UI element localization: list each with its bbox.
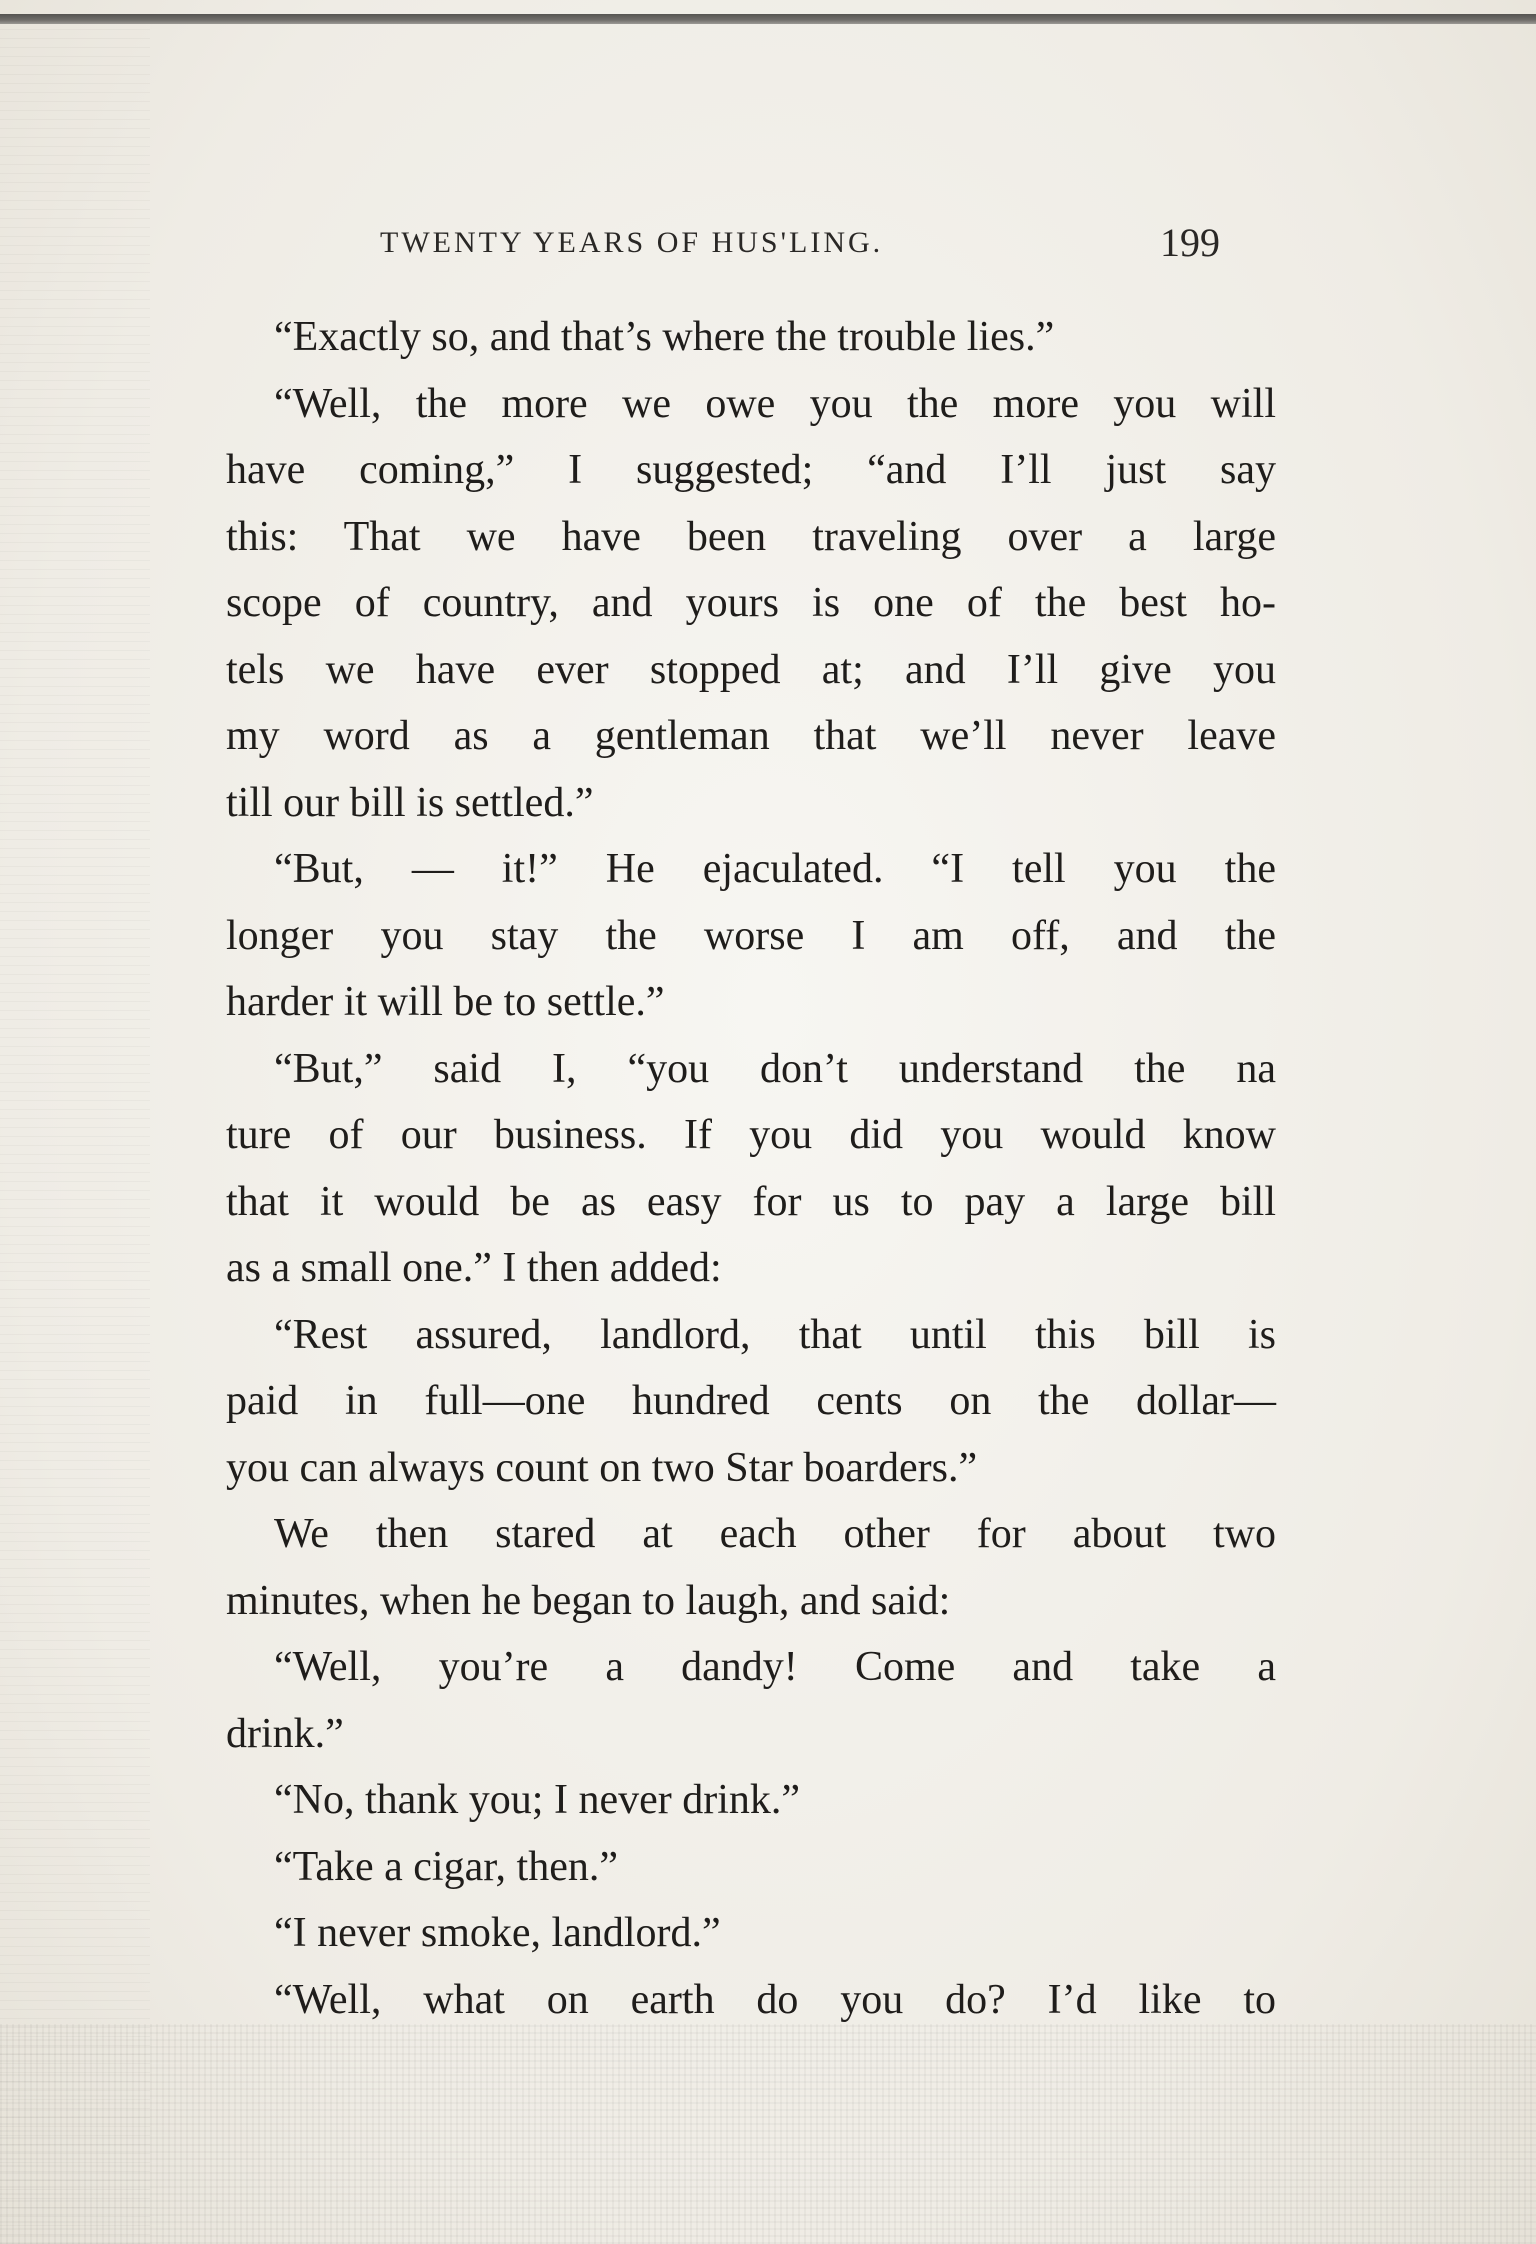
text-line: “But, — it!” He ejaculated. “I tell you the: [274, 846, 1276, 892]
text-line: “Exactly so, and that’s where the trouble lies.”: [274, 314, 1055, 360]
running-head-title: TWENTY YEARS OF HUS'LING.: [380, 226, 884, 259]
text-line: “Take a cigar, then.”: [274, 1843, 618, 1890]
text-line: that it would be as easy for us to pay a large bill: [226, 1178, 1276, 1225]
text-line: “Rest assured, landlord, that until this bill is: [274, 1311, 1276, 1358]
text-line: “Well, you’re a dandy! Come and take a: [274, 1644, 1276, 1690]
text-line: “Well, the more we owe you the more you will: [274, 380, 1276, 427]
text-line: “But,” said I, “you don’t understand the na: [274, 1045, 1276, 1092]
text-line: drink.”: [226, 1710, 344, 1757]
text-line: this: That we have been traveling over a large: [226, 513, 1276, 560]
text-line: harder it will be to settle.”: [226, 979, 665, 1025]
text-line: tels we have ever stopped at; and I’ll give you: [226, 646, 1276, 693]
body-text: [226, 304, 1276, 2033]
text-line: till our bill is settled.”: [226, 779, 594, 826]
text-line: you can always count on two Star boarders.”: [226, 1444, 978, 1491]
text-line: “Well, what on earth do you do? I’d like to: [274, 1976, 1276, 2023]
text-line: minutes, when he began to laugh, and said:: [226, 1577, 951, 1624]
text-line: paid in full—one hundred cents on the dollar—: [226, 1378, 1276, 1424]
text-line: my word as a gentleman that we’ll never leave: [226, 713, 1276, 759]
page-number: 199: [1160, 220, 1220, 265]
text-line: scope of country, and yours is one of the best ho-: [226, 580, 1276, 626]
text-line: We then stared at each other for about two: [274, 1511, 1276, 1557]
text-line: “No, thank you; I never drink.”: [274, 1777, 801, 1823]
page-bottom-grain: [0, 2024, 1536, 2244]
text-line: have coming,” I suggested; “and I’ll just say: [226, 447, 1276, 493]
scan-top-edge: [0, 14, 1536, 24]
text-line: ture of our business. If you did you would know: [226, 1112, 1276, 1158]
text-line: “I never smoke, landlord.”: [274, 1910, 721, 1956]
text-line: longer you stay the worse I am off, and the: [226, 912, 1276, 959]
text-line: as a small one.” I then added:: [226, 1245, 722, 1291]
page-left-margin-texture: [0, 24, 150, 2244]
